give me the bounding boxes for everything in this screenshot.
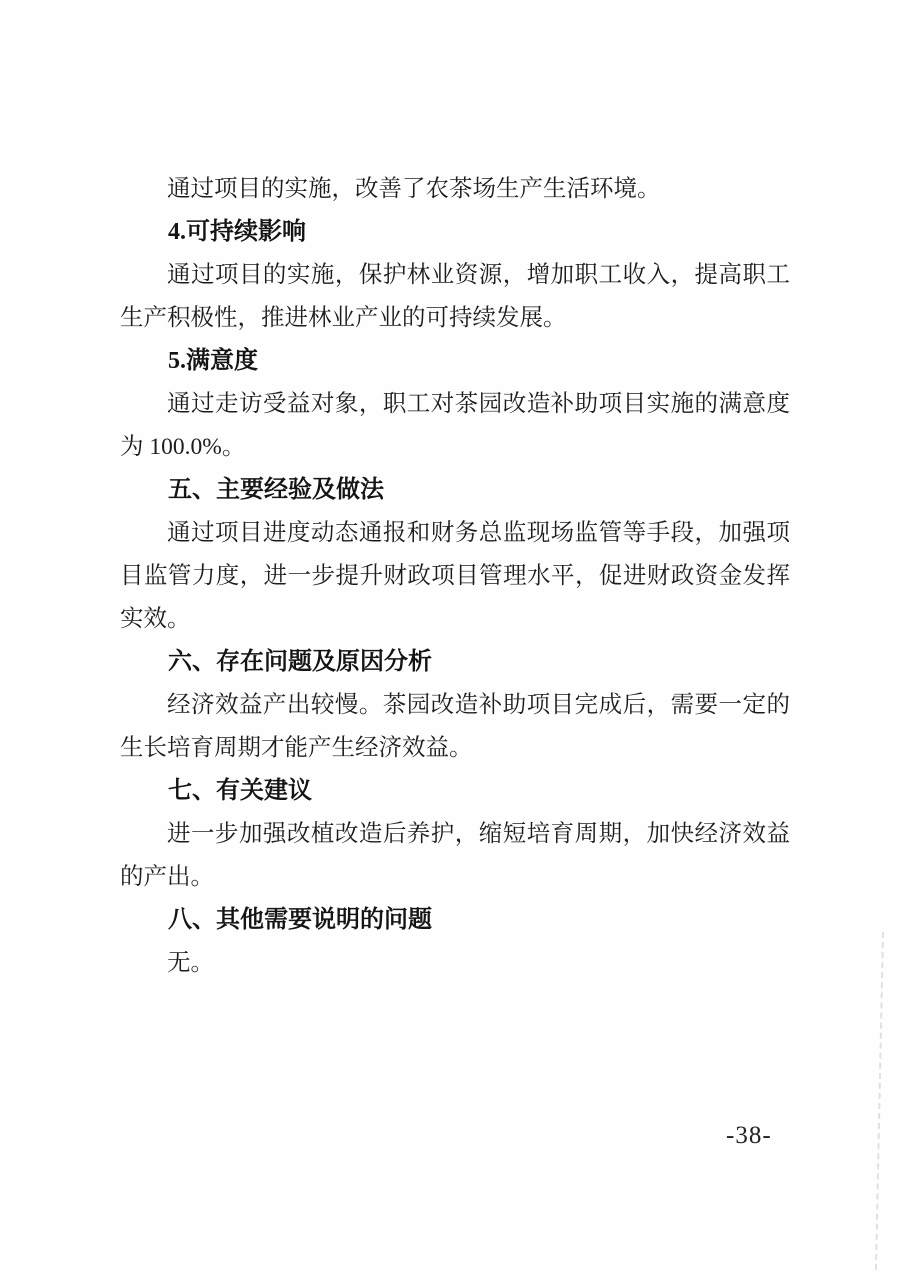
paragraph-sustainability-intro: 通过项目的实施，改善了农茶场生产生活环境。 (167, 176, 661, 202)
heading-5-satisfaction: 5.满意度 (168, 348, 258, 374)
heading-suggestions: 七、有关建议 (168, 778, 312, 804)
paragraph-problems-analysis: 经济效益产出较慢。茶园改造补助项目完成后，需要一定的生长培育周期才能产生经济效益。 (120, 692, 790, 761)
document-body (120, 168, 790, 985)
heading-4-sustainable-impact: 4.可持续影响 (168, 219, 306, 245)
paragraph-satisfaction: 通过走访受益对象，职工对茶园改造补助项目实施的满意度为 100.0%。 (120, 391, 790, 460)
paragraph-other-issues: 无。 (167, 950, 214, 976)
heading-problems-analysis: 六、存在问题及原因分析 (168, 649, 432, 675)
heading-main-experience: 五、主要经验及做法 (168, 477, 384, 503)
paragraph-main-experience: 通过项目进度动态通报和财务总监现场监管等手段，加强项目监管力度，进一步提升财政项目管理水平，促进财政资金发挥实效。 (120, 520, 790, 632)
heading-other-issues: 八、其他需要说明的问题 (168, 907, 432, 933)
scan-artifact-dashed-line (875, 932, 884, 1270)
page-number: -38- (726, 1122, 772, 1149)
paragraph-suggestions: 进一步加强改植改造后养护，缩短培育周期，加快经济效益的产出。 (120, 821, 790, 890)
paragraph-sustainable-impact: 通过项目的实施，保护林业资源，增加职工收入，提高职工生产积极性，推进林业产业的可持续发展。 (120, 262, 790, 331)
